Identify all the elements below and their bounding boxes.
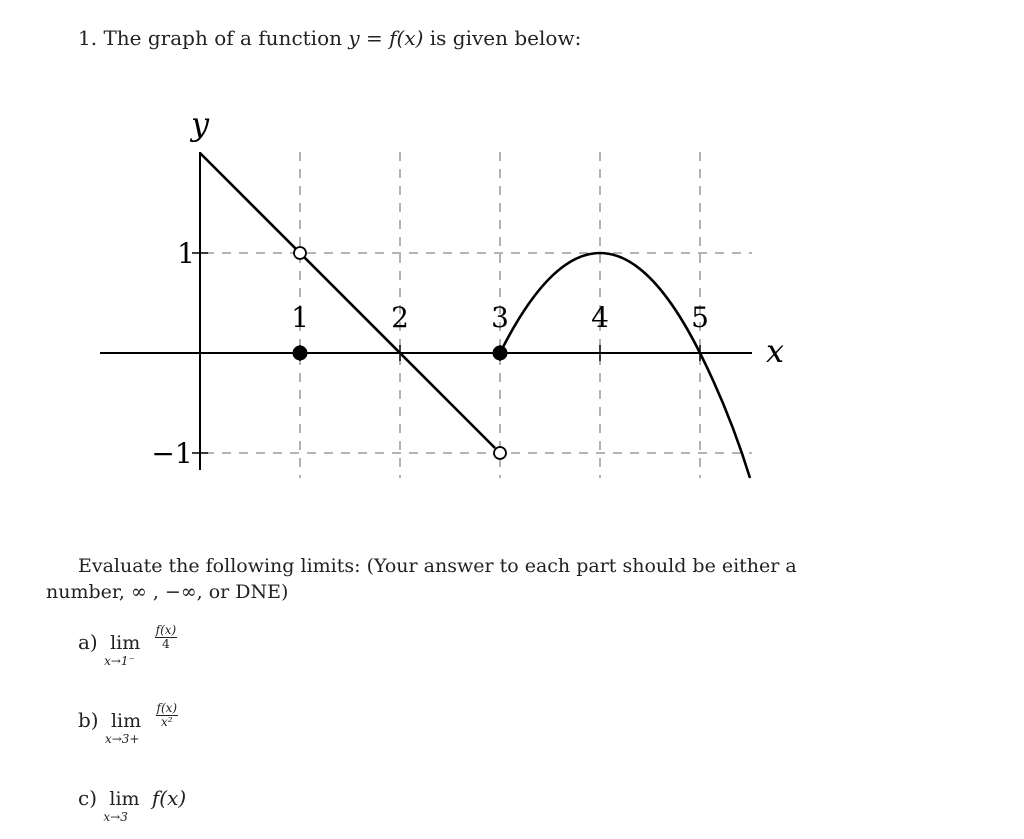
x-tick-label-1: 1 bbox=[291, 301, 309, 334]
part-a-denominator: 4 bbox=[162, 637, 170, 651]
question-text-after: is given below: bbox=[429, 26, 582, 50]
part-c bbox=[78, 786, 187, 824]
part-a-numerator: f(x) bbox=[155, 623, 177, 637]
question-text-before: The graph of a function bbox=[103, 26, 342, 50]
part-a-fraction bbox=[155, 624, 178, 651]
part-c-lim bbox=[103, 788, 140, 824]
x-tick-label-4: 4 bbox=[591, 301, 609, 334]
part-b-lim-word: lim bbox=[110, 710, 142, 732]
part-b-fraction bbox=[156, 702, 179, 729]
part-b-label: b) bbox=[78, 708, 99, 732]
x-tick-label-3: 3 bbox=[491, 301, 509, 334]
open-point-1-1 bbox=[294, 247, 306, 259]
part-a-approach: x→1⁻ bbox=[104, 654, 135, 668]
instructions-line-2: number, ∞ , −∞, or DNE) bbox=[46, 581, 289, 603]
y-axis-label: y bbox=[190, 105, 210, 143]
curve-parabola-tail bbox=[700, 353, 750, 478]
closed-point-3-0 bbox=[493, 346, 508, 361]
part-a bbox=[78, 623, 177, 668]
part-a-lim bbox=[104, 632, 141, 668]
part-b-numerator: f(x) bbox=[156, 701, 178, 715]
part-b bbox=[78, 701, 178, 746]
y-tick-label-1: 1 bbox=[177, 237, 195, 270]
part-a-label: a) bbox=[78, 630, 98, 654]
instructions-line-1: Evaluate the following limits: (Your answer to each part should be either a bbox=[78, 555, 797, 577]
y-tick-label-neg1: −1 bbox=[151, 437, 193, 470]
curve-linear-segment bbox=[200, 153, 495, 448]
x-tick-label-2: 2 bbox=[391, 301, 409, 334]
x-axis-label: x bbox=[765, 332, 785, 370]
part-b-lim bbox=[104, 710, 142, 746]
x-tick-label-5: 5 bbox=[691, 301, 709, 334]
part-a-lim-word: lim bbox=[110, 632, 141, 654]
part-b-approach: x→3+ bbox=[104, 732, 140, 746]
part-c-lim-word: lim bbox=[109, 788, 140, 810]
question-number: 1. bbox=[78, 26, 98, 50]
closed-point-1-0 bbox=[293, 346, 308, 361]
part-b-denominator: x² bbox=[161, 715, 173, 729]
part-c-expression: f(x) bbox=[151, 786, 187, 810]
part-c-label: c) bbox=[78, 786, 98, 810]
question-equation: y = f(x) bbox=[348, 26, 424, 50]
part-c-approach: x→3 bbox=[103, 810, 128, 824]
open-point-3-neg1 bbox=[494, 447, 506, 459]
